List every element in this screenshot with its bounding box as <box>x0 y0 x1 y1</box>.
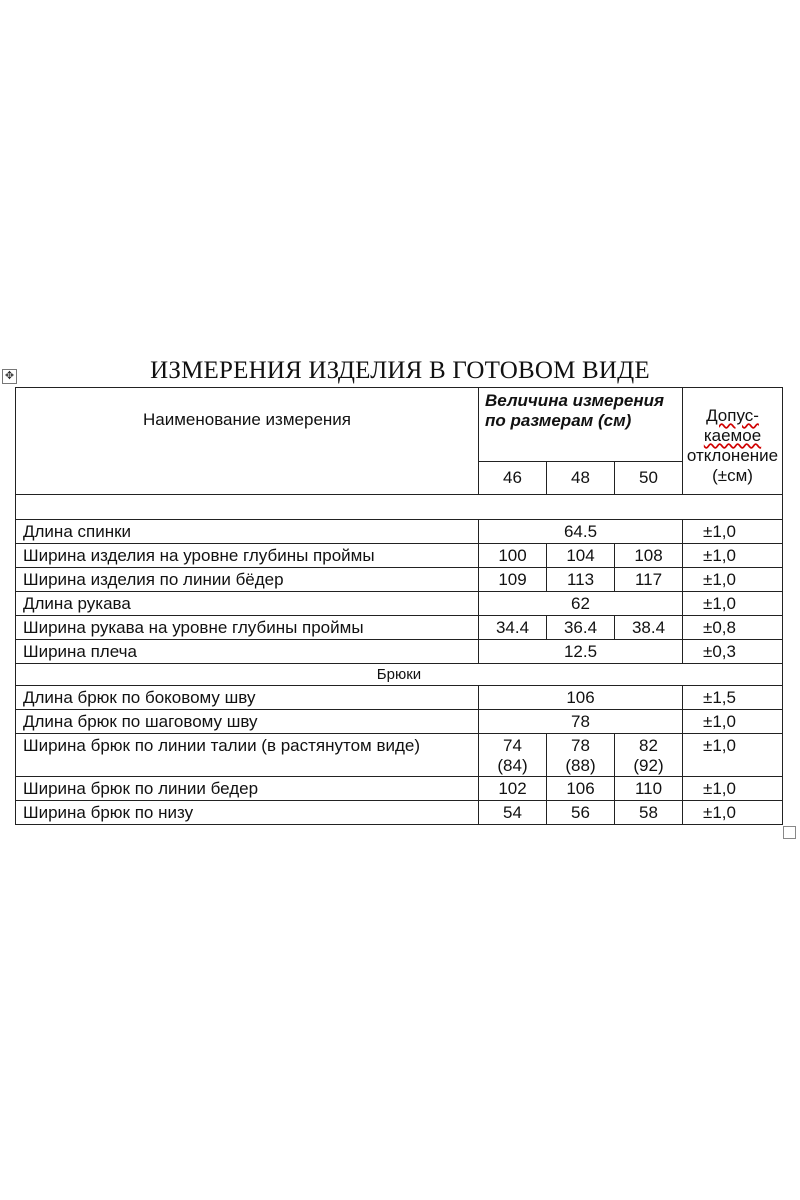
row-value: 78 <box>479 710 683 734</box>
row-value: 58 <box>615 801 683 825</box>
header-name-cell: Наименование измерения <box>16 388 479 495</box>
row-value: 74 (84) <box>479 734 547 777</box>
row-value: 62 <box>479 592 683 616</box>
page-title: ИЗМЕРЕНИЯ ИЗДЕЛИЯ В ГОТОВОМ ВИДЕ <box>150 357 650 384</box>
row-value: 64.5 <box>479 520 683 544</box>
row-tolerance: ±1,0 <box>683 544 783 568</box>
tolerance-line1: Допус- <box>706 406 759 425</box>
table-row <box>16 592 783 616</box>
size-48: 48 <box>547 462 615 495</box>
row-name: Ширина брюк по линии талии (в растянутом виде) <box>16 734 479 777</box>
row-value: 104 <box>547 544 615 568</box>
table-row <box>16 801 783 825</box>
row-tolerance: ±0,3 <box>683 640 783 664</box>
table-row <box>16 777 783 801</box>
row-name: Ширина плеча <box>16 640 479 664</box>
size-50: 50 <box>615 462 683 495</box>
size-46: 46 <box>479 462 547 495</box>
table-row <box>16 710 783 734</box>
row-tolerance: ±1,0 <box>683 801 783 825</box>
row-name: Ширина изделия по линии бёдер <box>16 568 479 592</box>
row-value: 106 <box>479 686 683 710</box>
row-tolerance: ±1,0 <box>683 592 783 616</box>
row-tolerance: ±1,5 <box>683 686 783 710</box>
row-value: 109 <box>479 568 547 592</box>
table-row <box>16 640 783 664</box>
measurements-table <box>15 387 783 825</box>
row-tolerance: ±1,0 <box>683 520 783 544</box>
row-value: 56 <box>547 801 615 825</box>
row-tolerance: ±1,0 <box>683 568 783 592</box>
table-row <box>16 686 783 710</box>
table-move-handle-icon[interactable]: ✥ <box>2 369 17 384</box>
table-row <box>16 734 783 777</box>
row-value: 36.4 <box>547 616 615 640</box>
row-value: 82 (92) <box>615 734 683 777</box>
row-value: 100 <box>479 544 547 568</box>
row-name: Ширина брюк по линии бедер <box>16 777 479 801</box>
row-value: 106 <box>547 777 615 801</box>
row-tolerance: ±1,0 <box>683 734 783 777</box>
row-name: Ширина рукава на уровне глубины проймы <box>16 616 479 640</box>
row-value: 102 <box>479 777 547 801</box>
section-trousers-heading: Брюки <box>16 664 783 686</box>
row-value: 12.5 <box>479 640 683 664</box>
table-row <box>16 616 783 640</box>
tolerance-line3: отклонение <box>686 446 779 465</box>
row-name: Длина брюк по шаговому шву <box>16 710 479 734</box>
row-value: 110 <box>615 777 683 801</box>
row-value: 54 <box>479 801 547 825</box>
row-tolerance: ±1,0 <box>683 710 783 734</box>
table-row <box>16 520 783 544</box>
blank-row <box>16 495 783 520</box>
row-value: 113 <box>547 568 615 592</box>
row-name: Длина брюк по боковому шву <box>16 686 479 710</box>
table-resize-handle[interactable] <box>783 826 796 839</box>
row-tolerance: ±0,8 <box>683 616 783 640</box>
row-tolerance: ±1,0 <box>683 777 783 801</box>
table-row <box>16 568 783 592</box>
header-tolerance-cell <box>683 388 783 495</box>
row-name: Ширина изделия на уровне глубины проймы <box>16 544 479 568</box>
tolerance-line4: (±см) <box>712 466 753 485</box>
row-value: 108 <box>615 544 683 568</box>
row-value: 38.4 <box>615 616 683 640</box>
row-name: Длина спинки <box>16 520 479 544</box>
row-value: 117 <box>615 568 683 592</box>
row-value: 34.4 <box>479 616 547 640</box>
row-name: Длина рукава <box>16 592 479 616</box>
row-name: Ширина брюк по низу <box>16 801 479 825</box>
row-value: 78 (88) <box>547 734 615 777</box>
table-row <box>16 544 783 568</box>
header-values-cell: Величина измерения по размерам (см) <box>479 388 683 462</box>
tolerance-line2: каемое <box>703 426 762 445</box>
